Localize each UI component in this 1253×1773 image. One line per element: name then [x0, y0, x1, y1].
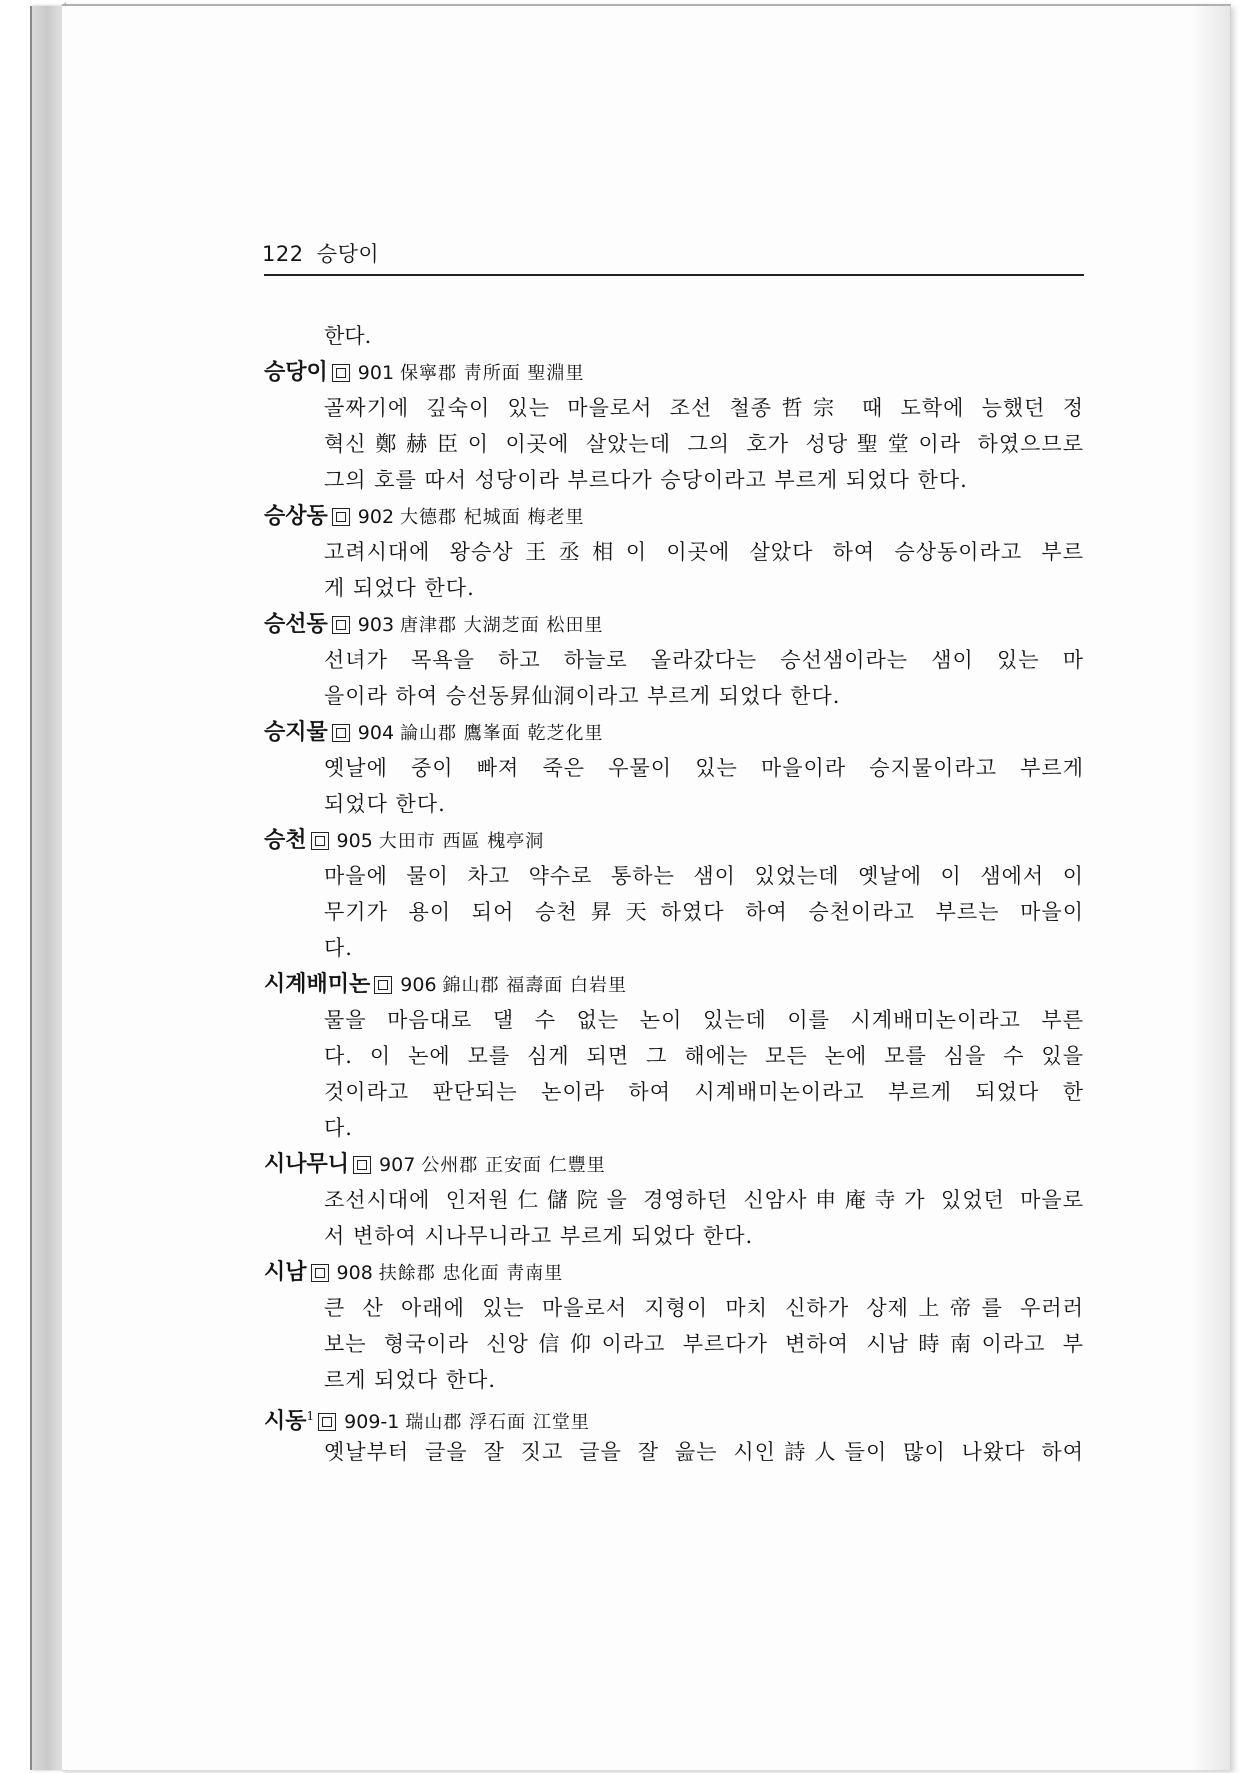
entry-text-line: 다. [324, 1116, 353, 1140]
entry-text-line: 르게 되었다 한다. [324, 1368, 497, 1392]
entry-number: 908 [336, 1262, 373, 1284]
page-number: 122 [262, 242, 304, 266]
entry-text-line: 옛날부터 글을 잘 짓고 글을 잘 읊는 시인詩人들이 많이 나왔다 하여 [324, 1440, 1084, 1464]
entry-text-line: 그의 호를 따서 성당이라 부르다가 승당이라고 부르게 되었다 한다. [324, 468, 968, 492]
entry-text-line: 혁신鄭赫臣이 이곳에 살았는데 그의 호가 성당聖堂이라 하였으므로 [324, 432, 1084, 456]
entry-number: 901 [357, 362, 395, 384]
entry-heading [264, 1146, 1084, 1182]
entry-location: 扶餘郡 忠化面 靑南里 [378, 1263, 564, 1284]
category-box-icon [353, 1156, 371, 1174]
entry-number: 906 [400, 974, 437, 996]
entry-headword: 승상동 [264, 504, 328, 529]
entry-number: 903 [357, 614, 395, 636]
entry-headword: 시남 [264, 1260, 307, 1285]
entry-heading [264, 606, 1084, 642]
entry-headword: 승천 [264, 828, 307, 853]
category-box-icon [332, 616, 350, 634]
entry-text-line: 다. 이 논에 모를 심게 되면 그 해에는 모든 논에 모를 심을 수 있을 [324, 1044, 1084, 1068]
entry-text-line: 것이라고 판단되는 논이라 하여 시계배미논이라고 부르게 되었다 한 [324, 1080, 1084, 1104]
entry-location: 唐津郡 大湖芝面 松田里 [400, 615, 604, 636]
entry-heading [264, 1254, 1084, 1290]
dictionary-entries [264, 318, 1084, 1470]
category-box-icon [332, 724, 350, 742]
running-title: 승당이 [316, 242, 380, 266]
entry-headword: 승당이 [264, 360, 328, 385]
entry-headword: 승지물 [264, 720, 328, 745]
entry-text-line: 되었다 한다. [324, 792, 446, 816]
running-header [262, 238, 379, 268]
entry-text-line: 보는 형국이라 신앙信仰이라고 부르다가 변하여 시남時南이라고 부 [324, 1332, 1084, 1356]
category-box-icon [318, 1413, 336, 1431]
category-box-icon [311, 832, 329, 850]
entry-text-line: 선녀가 목욕을 하고 하늘로 올라갔다는 승선샘이라는 샘이 있는 마 [324, 648, 1084, 672]
entry-location: 瑞山郡 浮石面 江堂里 [405, 1412, 590, 1433]
entry-number: 904 [357, 722, 395, 744]
entry-heading [264, 498, 1084, 534]
category-box-icon [332, 508, 350, 526]
entry-text-line: 큰 산 아래에 있는 마을로서 지형이 마치 신하가 상제上帝를 우러러 [324, 1296, 1084, 1320]
continuation-text: 한다. [324, 324, 372, 348]
entry-headword: 시동 [264, 1409, 307, 1434]
entry-text-line: 게 되었다 한다. [324, 576, 475, 600]
entry-text-line: 마을에 물이 차고 약수로 통하는 샘이 있었는데 옛날에 이 샘에서 이 [324, 864, 1084, 888]
entry-text-line: 골짜기에 깊숙이 있는 마을로서 조선 철종哲宗 때 도학에 능했던 정 [324, 396, 1084, 420]
entry-heading [264, 354, 1084, 390]
entry-heading [264, 966, 1084, 1002]
entry-headword: 승선동 [264, 612, 328, 637]
entry-heading [264, 714, 1084, 750]
entry-number: 905 [336, 830, 373, 852]
entry-text-line: 을이라 하여 승선동昇仙洞이라고 부르게 되었다 한다. [324, 684, 841, 708]
entry-location: 公州郡 正安面 仁豐里 [421, 1155, 606, 1176]
category-box-icon [332, 364, 350, 382]
header-rule [264, 274, 1084, 276]
entry-location: 論山郡 鷹峯面 乾芝化里 [400, 723, 604, 744]
entry-text-line: 서 변하여 시나무니라고 부르게 되었다 한다. [324, 1224, 754, 1248]
entry-number: 902 [357, 506, 395, 528]
entry-number: 909-1 [344, 1411, 400, 1433]
entry-location: 大田市 西區 槐亭洞 [378, 831, 545, 852]
entry-number: 907 [379, 1154, 416, 1176]
entry-text-line: 무기가 용이 되어 승천昇天하였다 하여 승천이라고 부르는 마을이 [324, 900, 1084, 924]
entry-heading [264, 1398, 1084, 1434]
entry-text-line: 조선시대에 인저원仁儲院을 경영하던 신암사申庵寺가 있었던 마을로 [324, 1188, 1084, 1212]
entry-heading [264, 822, 1084, 858]
entry-headword: 시계배미논 [264, 972, 371, 997]
entry-text-line: 물을 마음대로 댈 수 없는 논이 있는데 이를 시계배미논이라고 부른 [324, 1008, 1084, 1032]
entry-text-line: 고려시대에 왕승상王丞相이 이곳에 살았다 하여 승상동이라고 부르 [324, 540, 1084, 564]
entry-text-line: 다. [324, 936, 353, 960]
entry-text-line: 옛날에 중이 빠져 죽은 우물이 있는 마을이라 승지물이라고 부르게 [324, 756, 1084, 780]
category-box-icon [374, 976, 392, 994]
page-shadow [1190, 6, 1230, 1770]
category-box-icon [311, 1264, 329, 1282]
entry-location: 大德郡 杞城面 梅老里 [400, 507, 585, 528]
entry-superscript: 1 [306, 1409, 315, 1423]
entry-location: 錦山郡 福壽面 白岩里 [442, 975, 627, 996]
entry-location: 保寧郡 靑所面 聖淵里 [400, 363, 585, 384]
entry-headword: 시나무니 [264, 1152, 350, 1177]
book-page-edge [30, 6, 66, 1770]
